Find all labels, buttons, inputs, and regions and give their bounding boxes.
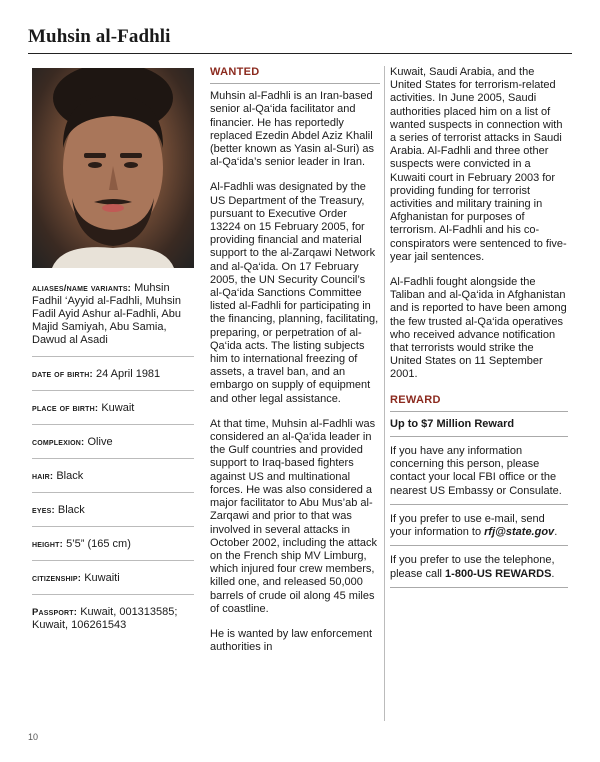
pob-label: place of birth: xyxy=(32,403,99,414)
reward-heading: REWARD xyxy=(390,394,568,412)
hair-field xyxy=(32,466,194,493)
page-title: Muhsin al-Fadhli xyxy=(28,26,171,47)
reward-amount: Up to $7 Million Reward xyxy=(390,418,568,437)
portrait-image xyxy=(32,68,194,268)
page-number: 10 xyxy=(28,732,39,742)
reward-phone-block xyxy=(390,554,568,587)
dob-label: date of birth: xyxy=(32,369,93,380)
citizenship-field xyxy=(32,568,194,595)
wanted-paragraph-5: Kuwait, Saudi Arabia, and the United States for terrorism-related activities. In June 2005, Saudi authorities placed him on a list of wanted suspects in connection with a series of terrorist attacks in Saudi Arabia. Al-Fadhli and three other suspects were convicted in a Kuwaiti court in February 2003 for providing funding for terrorist activities and military training in Afghanistan for purposes of terrorism. Al-Fadhli and his co-conspirators were sentenced to five-year jail sentences. xyxy=(390,66,567,263)
wanted-column xyxy=(210,66,380,666)
reward-email-block xyxy=(390,513,568,546)
subject-details xyxy=(32,278,194,648)
wanted-paragraph-4: He is wanted by law enforcement authorities in xyxy=(210,627,373,654)
hair-label: hair: xyxy=(32,471,54,482)
continuation-column xyxy=(390,66,568,596)
hair-value: Black xyxy=(56,470,84,482)
citizenship-label: citizenship: xyxy=(32,573,82,584)
height-value: 5’5” (165 cm) xyxy=(66,538,131,550)
height-field xyxy=(32,534,194,561)
subject-photo xyxy=(32,68,194,268)
pob-value: Kuwait xyxy=(101,402,135,414)
wanted-paragraph-6: Al-Fadhli fought alongside the Taliban and al-Qa‘ida in Afghanistan and is reported to have been among the few trusted al-Qa‘ida operatives who received advance notification that terrorists would strike the United States on 11 September 2001. xyxy=(390,276,567,381)
citizenship-value: Kuwaiti xyxy=(84,572,120,584)
wanted-heading: WANTED xyxy=(210,66,380,84)
passport-field xyxy=(32,602,194,641)
dob-value: 24 April 1981 xyxy=(95,368,161,380)
phone-text: If you prefer to use the telephone, please call xyxy=(390,554,555,580)
email-link[interactable]: rfj@state.gov xyxy=(484,526,555,539)
eyes-label: eyes: xyxy=(32,505,55,516)
pob-field xyxy=(32,398,194,425)
height-label: height: xyxy=(32,539,64,550)
wanted-paragraph-2: Al-Fadhli was designated by the US Department of the Treasury, pursuant to Executive Order 13224 on 15 February 2005, for providing financial and material support to the al-Zarqawi Network and al-Qa‘ida. On 17 February 2005, the UN Security Council’s al-Qa‘ida Sanctions Committee listed al-Fadhli for participating in the financing, planning, facilitating, preparing, or perpetration of al-Qa‘ida acts. The listing subjects him to international freezing of assets, a travel ban, and an embargo on supply of equipment and other legal assistance. xyxy=(210,181,379,405)
wanted-paragraph-3: At that time, Muhsin al-Fadhli was considered an al-Qa‘ida leader in the Gulf countries and provided support to Iraq-based fighters against US and multinational forces. He was also considered a major facilitator to Abu Mus’ab al-Zarqawi and prior to that was involved in several attacks in October 2002, including the attack on the French ship MV Limburg, which injured four crew members, killed one, and released 50,000 barrels of crude oil along 45 miles of coastline. xyxy=(210,417,377,615)
email-text: If you prefer to use e-mail, send your information to xyxy=(390,512,545,539)
passport-label: Passport: xyxy=(32,607,78,618)
reward-info: If you have any information concerning this person, please contact your local FBI office or the nearest US Embassy or Consulate. xyxy=(390,445,568,505)
title-divider xyxy=(28,53,572,54)
phone-end: . xyxy=(551,567,555,580)
dob-field xyxy=(32,364,194,391)
passport-value: Kuwait, 001313585; Kuwait, 106261543 xyxy=(32,606,178,631)
complexion-value: Olive xyxy=(87,436,113,448)
complexion-field xyxy=(32,432,194,459)
aliases-field xyxy=(32,278,194,357)
eyes-value: Black xyxy=(57,504,85,516)
aliases-label: aliases/name variants: xyxy=(32,283,132,294)
aliases-value: Muhsin Fadhil ‘Ayyid al-Fadhli, Muhsin Fadil Ayid Ashur al-Fadhli, Abu Majid Samiyah, Abu Samia, Dawud al Asadi xyxy=(32,282,181,346)
email-end: . xyxy=(554,526,558,539)
wanted-paragraph-1: Muhsin al-Fadhli is an Iran-based senior al-Qa‘ida facilitator and financier. He has reportedly replaced Ezedin Abdel Aziz Khalil (better known as Yasin al-Suri) as al-Qa‘ida’s senior leader in Iran. xyxy=(210,90,375,169)
complexion-label: complexion: xyxy=(32,437,85,448)
eyes-field xyxy=(32,500,194,527)
phone-number[interactable]: 1-800-US REWARDS xyxy=(445,567,552,580)
